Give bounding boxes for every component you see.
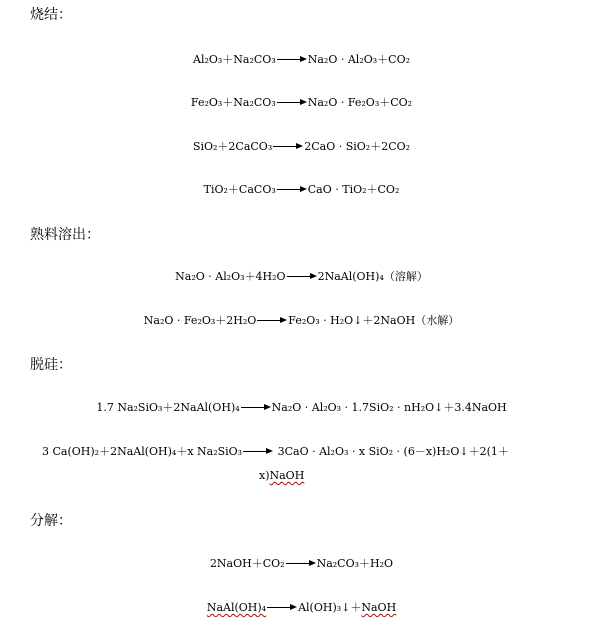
reaction-arrow-icon (267, 603, 297, 613)
section-heading-desilication: 脱硅： (30, 357, 72, 373)
spellcheck-underlined-text: NaOH (269, 469, 305, 482)
section-heading-leaching: 熟料溶出： (30, 227, 100, 243)
equation-carbonation: 2NaOH＋CO₂ Na₂CO₃＋H₂O (209, 557, 394, 570)
reaction-arrow-icon (286, 559, 316, 569)
precipitate-arrow-icon: ↓ (459, 445, 469, 458)
equation-hydrogarnet-continuation: x)NaOH (259, 469, 305, 482)
equation-aluminate-dissolution: Na₂O · Al₂O₃＋4H₂O 2NaAl(OH)₄（溶解） (175, 270, 428, 283)
spellcheck-underlined-text: NaOH (361, 601, 397, 614)
spellcheck-underlined-text: NaAl(OH)₄ (206, 601, 267, 614)
equation-titania-sintering: TiO₂＋CaCO₃ CaO · TiO₂＋CO₂ (203, 183, 400, 196)
reaction-arrow-icon (277, 98, 307, 108)
precipitate-arrow-icon: ↓ (434, 401, 444, 414)
reaction-arrow-icon (241, 403, 271, 413)
equation-alumina-sintering: Al₂O₃＋Na₂CO₃ Na₂O · Al₂O₃＋CO₂ (193, 53, 410, 66)
equation-hydrogarnet-desilication: 3 Ca(OH)₂＋2NaAl(OH)₄＋x Na₂SiO₃ 3CaO · Al₂O₃ · x SiO₂ · (6－x)H₂O↓＋2(1＋ (42, 445, 509, 458)
reaction-arrow-icon (257, 316, 287, 326)
equation-aluminate-decomposition: NaAl(OH)₄ Al(OH)₃↓＋NaOH (206, 601, 397, 614)
section-heading-decomposition: 分解： (30, 513, 72, 529)
precipitate-arrow-icon: ↓ (341, 601, 351, 614)
equation-silica-sintering: SiO₂＋2CaCO₃ 2CaO · SiO₂＋2CO₂ (192, 140, 411, 153)
reaction-arrow-icon (277, 55, 307, 65)
equation-ferric-oxide-sintering: Fe₂O₃＋Na₂CO₃ Na₂O · Fe₂O₃＋CO₂ (190, 96, 413, 109)
reaction-arrow-icon (273, 142, 303, 152)
equation-sodalite-desilication: 1.7 Na₂SiO₃＋2NaAl(OH)₄ Na₂O · Al₂O₃ · 1.7SiO₂ · nH₂O↓＋3.4NaOH (96, 401, 507, 414)
reaction-arrow-icon (287, 272, 317, 282)
equation-ferrite-hydrolysis: Na₂O · Fe₂O₃＋2H₂O Fe₂O₃ · H₂O↓＋2NaOH（水解） (143, 314, 460, 327)
section-heading-sintering: 烧结： (30, 7, 72, 23)
precipitate-arrow-icon: ↓ (353, 314, 363, 327)
reaction-arrow-icon (243, 447, 273, 457)
reaction-arrow-icon (277, 185, 307, 195)
